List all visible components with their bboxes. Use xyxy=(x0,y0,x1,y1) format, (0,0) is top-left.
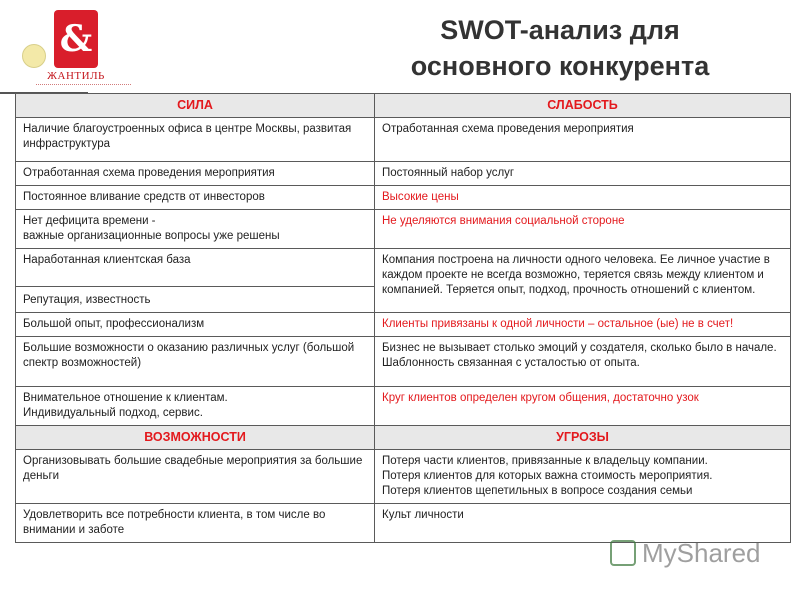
strength-cell: Большой опыт, профессионализм xyxy=(16,313,375,337)
cell-line: Внимательное отношение к клиентам. xyxy=(23,392,228,404)
threat-cell: Культ личности xyxy=(375,504,791,543)
flower-icon xyxy=(22,44,46,68)
weakness-cell: Не уделяются внимания социальной стороне xyxy=(375,210,791,249)
weakness-cell: Отработанная схема проведения мероприятия xyxy=(375,118,791,162)
header-opportunities: ВОЗМОЖНОСТИ xyxy=(16,426,375,450)
table-header-row xyxy=(16,94,791,118)
weakness-cell: Бизнес не вызывает столько эмоций у создателя, сколько было в начале. Шаблонность связанная с усталостью от опыта. xyxy=(375,337,791,387)
header-weaknesses: СЛАБОСТЬ xyxy=(375,94,791,118)
table-row xyxy=(16,186,791,210)
opportunity-cell: Удовлетворить все потребности клиента, в том числе во внимании и заботе xyxy=(16,504,375,543)
table-header-row xyxy=(16,426,791,450)
watermark-icon xyxy=(610,540,636,566)
weakness-cell: Круг клиентов определен кругом общения, достаточно узок xyxy=(375,387,791,426)
watermark xyxy=(610,538,780,568)
strength-cell xyxy=(16,210,375,249)
strength-cell: Отработанная схема проведения мероприятия xyxy=(16,162,375,186)
opportunity-cell: Организовывать большие свадебные мероприятия за большие деньги xyxy=(16,450,375,504)
logo-name: ЖАНТИЛЬ xyxy=(47,70,105,82)
logo-emblem xyxy=(54,10,98,68)
header-threats: УГРОЗЫ xyxy=(375,426,791,450)
company-logo xyxy=(22,10,132,90)
table-row xyxy=(16,450,791,504)
strength-cell: Большие возможности о оказанию различных услуг (большой спектр возможностей) xyxy=(16,337,375,387)
table-row xyxy=(16,337,791,387)
title-line-2: основного конкурента xyxy=(410,51,710,81)
weakness-cell: Постоянный набор услуг xyxy=(375,162,791,186)
weakness-cell: Компания построена на личности одного человека. Ее личное участие в каждом проекте не всегда возможно, теряется связь между клиентом и компанией. Теряется опыт, подход, прочность отношений с клиентом. xyxy=(375,249,791,313)
title-line-1: SWOT-анализ для xyxy=(440,15,680,45)
weakness-cell: Высокие цены xyxy=(375,186,791,210)
cell-line: Потеря части клиентов, привязанные к владельцу компании. xyxy=(382,455,708,467)
cell-line: важные организационные вопросы уже решены xyxy=(23,230,280,242)
strength-cell: Наличие благоустроенных офиса в центре Москвы, развитая инфраструктура xyxy=(16,118,375,162)
cell-line: Индивидуальный подход, сервис. xyxy=(23,407,203,419)
table-row xyxy=(16,249,791,287)
threat-cell xyxy=(375,450,791,504)
cell-line: Потеря клиентов для которых важна стоимость мероприятия. xyxy=(382,470,713,482)
logo-glyph: & xyxy=(59,18,93,60)
page-title xyxy=(360,12,760,84)
table-row xyxy=(16,162,791,186)
cell-line: Потеря клиентов щепетильных в вопросе создания семьи xyxy=(382,485,693,497)
strength-cell xyxy=(16,387,375,426)
header-strengths: СИЛА xyxy=(16,94,375,118)
strength-cell: Репутация, известность xyxy=(16,287,375,313)
table-row xyxy=(16,118,791,162)
strength-cell: Наработанная клиентская база xyxy=(16,249,375,287)
cell-line: Нет дефицита времени - xyxy=(23,215,156,227)
table-row xyxy=(16,313,791,337)
watermark-text: MyShared xyxy=(642,537,761,568)
table-row xyxy=(16,210,791,249)
strength-cell: Постоянное вливание средств от инвесторов xyxy=(16,186,375,210)
logo-tagline-line xyxy=(36,84,131,87)
table-row xyxy=(16,387,791,426)
weakness-cell: Клиенты привязаны к одной личности – остальное (ые) не в счет! xyxy=(375,313,791,337)
swot-table xyxy=(15,93,791,543)
